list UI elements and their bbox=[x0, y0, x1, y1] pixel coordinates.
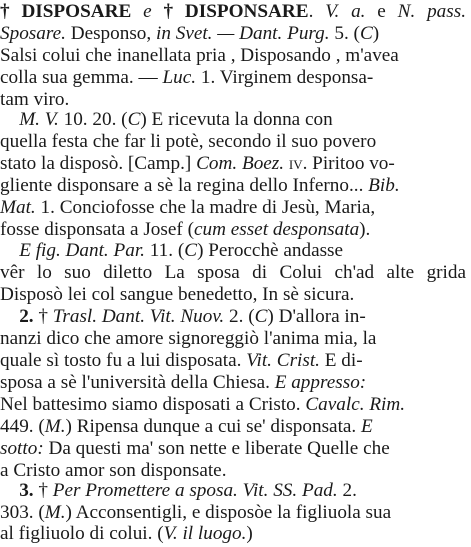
citation-text: Trasl. Dant. Vit. Nuov. bbox=[52, 306, 225, 327]
body-text: 2. ( bbox=[224, 306, 255, 327]
body-text bbox=[0, 306, 19, 327]
citation-text: V. a. bbox=[325, 1, 366, 22]
body-text: ) Acconsentigli, e disposòe la figliuola sua bbox=[65, 502, 392, 523]
headword-text: DISPOSARE bbox=[21, 1, 132, 22]
citation-text: Com. Boez. bbox=[196, 153, 285, 174]
citation-text: C bbox=[254, 306, 268, 327]
body-text: nanzi dico che amore signoreggiò l'anima mia, la bbox=[0, 328, 377, 349]
body-text: ) E ricevuta la donna con bbox=[140, 109, 333, 130]
entry-line bbox=[0, 522, 471, 547]
body-text: gliente disponsare a sè la regina dello Inferno... bbox=[0, 175, 369, 196]
body-text: ). bbox=[359, 219, 371, 240]
body-text bbox=[0, 109, 19, 130]
citation-text: Luc. bbox=[162, 67, 197, 88]
citation-text: e bbox=[131, 1, 164, 22]
citation-text: C bbox=[184, 240, 198, 261]
body-text: e bbox=[365, 1, 398, 22]
body-text: iv bbox=[288, 153, 303, 174]
citation-text: V. il luogo. bbox=[163, 523, 247, 544]
citation-text: M. V. bbox=[19, 109, 59, 130]
citation-text: Per Promettere a sposa. Vit. SS. Pad. bbox=[52, 480, 338, 501]
body-text: E di- bbox=[319, 350, 363, 371]
body-text: vêr lo suo diletto La sposa di Colui ch'ad alte grida bbox=[0, 262, 466, 283]
body-text: Desponso, bbox=[65, 23, 156, 44]
body-text: 449. ( bbox=[0, 416, 45, 437]
body-text: † bbox=[33, 306, 53, 327]
citation-text: C bbox=[359, 23, 373, 44]
citation-text: E appresso: bbox=[274, 372, 367, 393]
headword-text: † bbox=[0, 1, 22, 22]
body-text bbox=[0, 240, 19, 261]
body-text: a Cristo amor son disponsate. bbox=[0, 460, 227, 481]
body-text: 1. Conciofosse che la madre di Jesù, Maria, bbox=[35, 197, 376, 218]
body-text: ) bbox=[372, 23, 380, 44]
body-text: ) bbox=[246, 523, 253, 544]
body-text: fosse disponsata a Josef ( bbox=[0, 219, 194, 240]
body-text: ) D'allora in- bbox=[267, 306, 366, 327]
body-text: 2. bbox=[337, 480, 357, 501]
headword-text: † DISPONSARE bbox=[163, 1, 309, 22]
body-text: 303. ( bbox=[0, 502, 45, 523]
citation-text: Mat. bbox=[0, 197, 36, 218]
citation-text: Sposare. bbox=[0, 23, 66, 44]
citation-text: in Svet. — Dant. Purg. bbox=[156, 23, 330, 44]
body-text: 1. Virginem desponsa- bbox=[196, 67, 374, 88]
citation-text: Cavalc. Rim. bbox=[305, 394, 406, 415]
body-text: 11. ( bbox=[144, 240, 185, 261]
citation-text: M. bbox=[44, 416, 66, 437]
body-text: sposa a sè l'università della Chiesa. bbox=[0, 372, 275, 393]
body-text: . bbox=[308, 1, 326, 22]
citation-text: Bib. bbox=[368, 175, 400, 196]
citation-text: cum esset desponsata bbox=[193, 219, 360, 240]
citation-text: Vit. Crist. bbox=[246, 350, 320, 371]
body-text: quella festa che far li potè, secondo il suo povero bbox=[0, 131, 377, 152]
headword-text: 3. bbox=[19, 480, 34, 501]
body-text: † bbox=[33, 480, 53, 501]
body-text: al figliuolo di colui. ( bbox=[0, 523, 164, 544]
body-text: ) Ripensa dunque a cui se' disponsata. bbox=[65, 416, 362, 437]
body-text: 10. 20. ( bbox=[58, 109, 128, 130]
citation-text: N. pass. bbox=[397, 1, 467, 22]
body-text: tam viro. bbox=[0, 89, 70, 110]
citation-text: sotto: bbox=[0, 438, 44, 459]
body-text bbox=[0, 480, 19, 501]
body-text: Disposò lei col sangue benedetto, In sè sicura. bbox=[0, 284, 355, 305]
body-text: Salsi colui che inanellata pria , Disposando , m'avea bbox=[0, 45, 399, 66]
body-text: ) Perocchè andasse bbox=[197, 240, 344, 261]
body-text: stato la disposò. [Camp.] bbox=[0, 153, 197, 174]
body-text: Nel battesimo siamo disposati a Cristo. bbox=[0, 394, 306, 415]
body-text: quale sì tosto fu a lui disposata. bbox=[0, 350, 247, 371]
body-text: Da questi ma' son nette e liberate Quelle che bbox=[43, 438, 390, 459]
citation-text: C bbox=[127, 109, 141, 130]
headword-text: 2. bbox=[19, 306, 34, 327]
body-text: colla sua gemma. — bbox=[0, 67, 163, 88]
citation-text: M. bbox=[44, 502, 66, 523]
citation-text: E bbox=[361, 416, 373, 437]
citation-text: E fig. Dant. Par. bbox=[19, 240, 145, 261]
body-text: . Piritoo vo- bbox=[302, 153, 395, 174]
body-text: 5. ( bbox=[329, 23, 360, 44]
